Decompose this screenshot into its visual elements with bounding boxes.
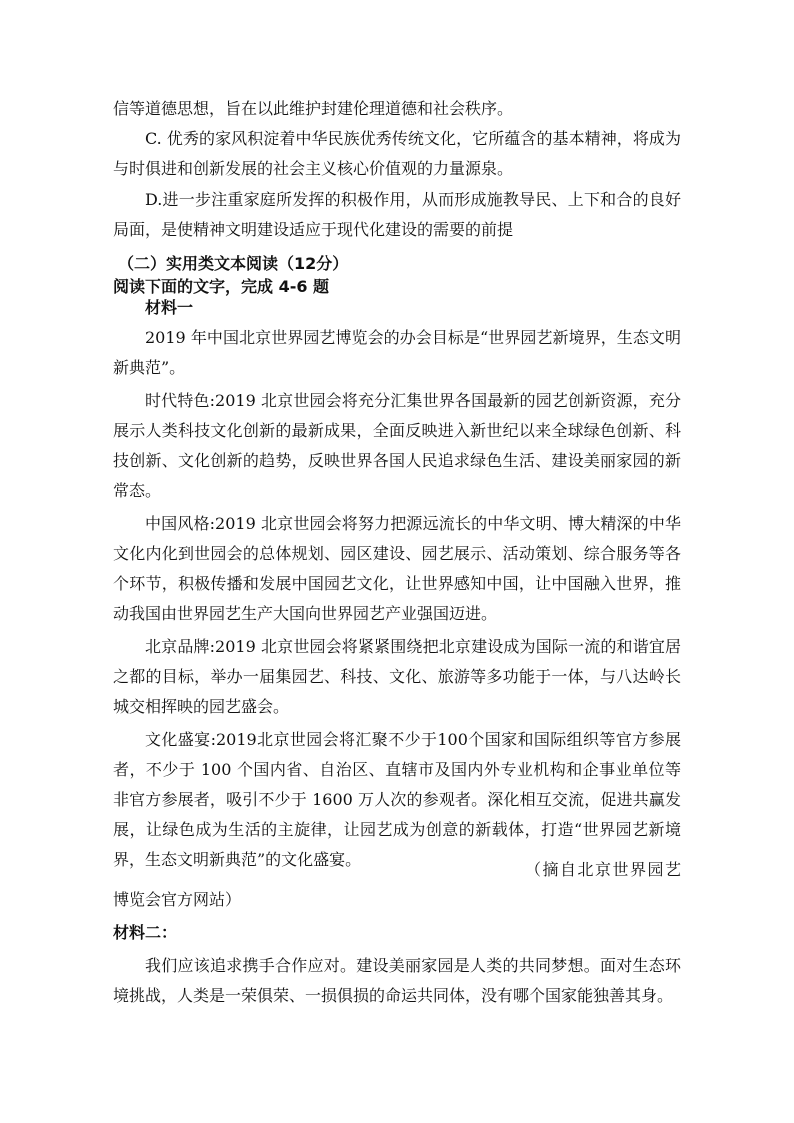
option-d <box>113 185 681 245</box>
material1-paragraph: 时代特色:2019 北京世园会将充分汇集世界各国最新的园艺创新资源，充分展示人类科技文化创新的最新成果，全面反映进入新世纪以来全球绿色创新、科技创新、文化创新的趋势，反映世界各国人民追求绿色生活、建设美丽家园的新常态。 <box>113 391 681 500</box>
section-instruction: 阅读下面的文字，完成 4-6 题 <box>113 277 330 296</box>
material2-body <box>113 951 681 1011</box>
option-d-text: D.进一步注重家庭所发挥的积极作用，从而形成施教导民、上下和合的良好局面，是使精神文明建设适应于现代化建设的需要的前提 <box>113 190 681 239</box>
material1-label: 材料一 <box>145 298 194 317</box>
option-c-text: C. 优秀的家风积淀着中华民族优秀传统文化，它所蕴含的基本精神，将成为与时俱进和创新发展的社会主义核心价值观的力量源泉。 <box>113 129 681 178</box>
material2-label: 材料二： <box>113 923 178 942</box>
material1-paragraph: 文化盛宴:2019北京世园会将汇聚不少于100个国家和国际组织等官方参展者，不少于 100 个国内省、自治区、直辖市及国内外专业机构和企事业单位等非官方参展者，吸引不少于 1600 万人次的参观者。深化相互交流，促进共赢发展，让绿色成为生活的主旋律，让园艺成为创意的新载体，打造“世界园艺新境界，生态文明新典范”的文化盛宴。 <box>113 730 681 869</box>
material1-body <box>113 323 681 875</box>
material1-paragraph: 2019 年中国北京世界园艺博览会的办会目标是“世界园艺新境界，生态文明新典范”。 <box>113 328 681 377</box>
material2-paragraph: 我们应该追求携手合作应对。建设美丽家园是人类的共同梦想。面对生态环境挑战，人类是一荣俱荣、一损俱损的命运共同体，没有哪个国家能独善其身。 <box>113 956 681 1005</box>
section-heading: （二）实用类文本阅读（12分） <box>118 254 349 273</box>
material1-source: （摘自北京世界园艺博览会官方网站） <box>113 860 681 909</box>
option-c <box>113 124 681 184</box>
material1-source-row <box>113 855 681 915</box>
material1-paragraph: 中国风格:2019 北京世园会将努力把源远流长的中华文明、博大精深的中华文化内化到世园会的总体规划、园区建设、园艺展示、活动策划、综合服务等各个环节，积极传播和发展中国园艺文化，让世界感知中国，让中国融入世界，推动我国由世界园艺生产大国向世界园艺产业强国迈进。 <box>113 514 681 623</box>
option-b-text: 信等道德思想，旨在以此维护封建伦理道德和社会秩序。 <box>113 99 514 118</box>
material1-paragraph: 北京品牌:2019 北京世园会将紧紧围绕把北京建设成为国际一流的和谐宜居之都的目标，举办一届集园艺、科技、文化、旅游等多功能于一体，与八达岭长城交相挥映的园艺盛会。 <box>113 637 681 716</box>
option-b-continuation <box>113 94 681 124</box>
